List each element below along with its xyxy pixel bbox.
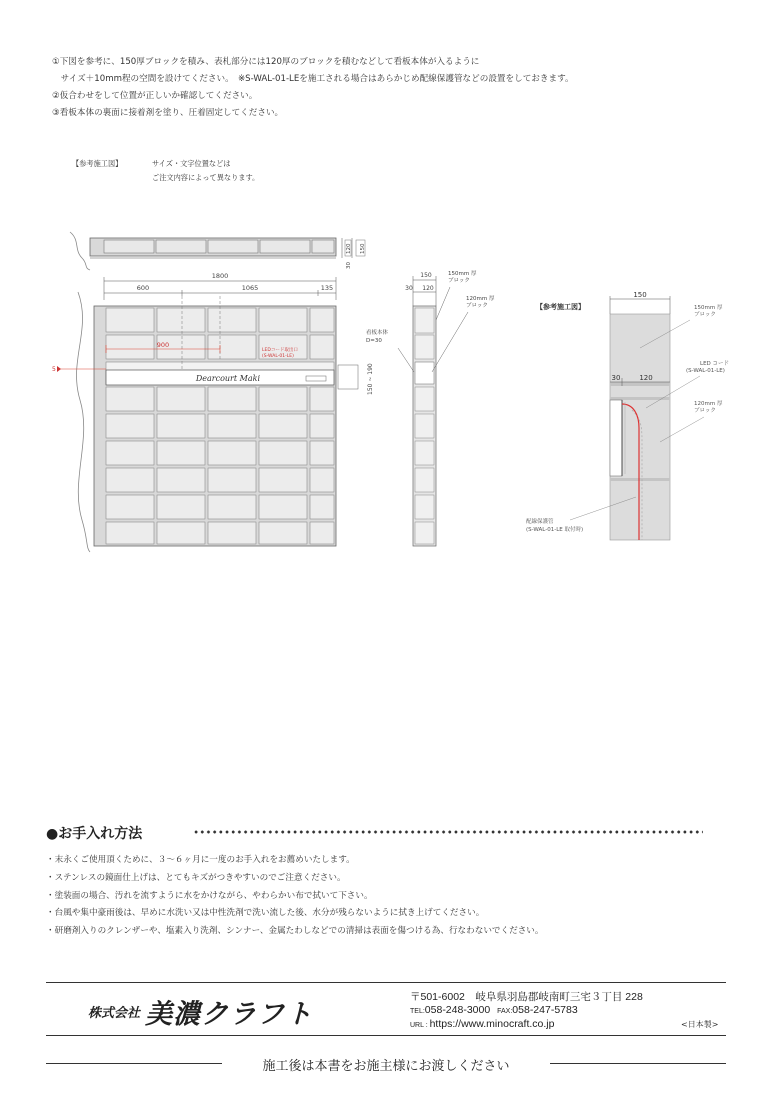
detail-block120-label-1: 120mm 厚 xyxy=(694,401,723,407)
footer-note: 施工後は本書をお施主様にお渡しください xyxy=(262,1059,510,1074)
led-outlet-label-2: (S-WAL-01-LE) xyxy=(262,354,294,359)
reference-label: 【参考施工図】 xyxy=(72,159,123,168)
dim-120-top: 120 xyxy=(346,243,352,254)
postal-address: 〒501-6002 岐阜県羽島郡岐南町三宅３丁目 228 xyxy=(410,991,643,1003)
dim-150-top: 150 xyxy=(360,243,366,254)
detail-dim-120: 120 xyxy=(639,374,653,382)
side-dim-120: 120 xyxy=(422,285,434,292)
break-line-top xyxy=(70,232,90,270)
tel-number: 058-248-3000 xyxy=(424,1004,491,1016)
detail-block150-label-1: 150mm 厚 xyxy=(694,305,723,311)
led-outlet-label-1: LEDコード取出口 xyxy=(262,348,298,353)
reference-note-1: サイズ・文字位置などは xyxy=(152,159,231,168)
marker-5: 5 xyxy=(52,366,56,373)
side-block120-label-1: 120mm 厚 xyxy=(466,296,495,302)
tel-label: TEL: xyxy=(410,1008,425,1015)
instruction-1-continued: サイズ＋10mm程の空間を設けてください。 ※S-WAL-01-LEを施工される場合はあらかじめ配線保護管などの設置をしておきます。 xyxy=(52,74,574,84)
dim-135: 135 xyxy=(320,284,334,292)
care-item: ・塗装面の場合、汚れを流すように水をかけながら、やわらかい布で拭いて下さい。 xyxy=(46,890,373,901)
detail-dim-30: 30 xyxy=(611,374,621,382)
side-body-label-2: D=30 xyxy=(366,338,382,344)
made-in-japan: <日本製> xyxy=(681,1020,719,1029)
instruction-3: ③看板本体の裏面に接着剤を塗り、圧着固定してください。 xyxy=(52,108,284,118)
side-block150-label-1: 150mm 厚 xyxy=(448,271,477,277)
detail-block120-label-2: ブロック xyxy=(694,408,716,414)
side-block150-label-2: ブロック xyxy=(448,278,470,284)
care-item: ・末永くご使用頂くために、３～６ヶ月に一度のお手入れをお薦めいたします。 xyxy=(46,855,355,865)
reference-note-2: ご注文内容によって異なります。 xyxy=(152,173,260,182)
company-logo xyxy=(88,992,313,1031)
detail-led-label-1: LED コード xyxy=(700,361,730,367)
company-name: 美濃クラフト xyxy=(145,999,314,1030)
side-body-label-1: 看板本体 xyxy=(366,330,389,336)
fax-number: 058-247-5783 xyxy=(512,1004,578,1016)
company-url[interactable]: https://www.minocraft.co.jp xyxy=(429,1018,555,1030)
detail-pipe-label-2: (S-WAL-01-LE 取付時) xyxy=(526,527,584,533)
detail-reference-label: 【参考施工図】 xyxy=(536,303,585,311)
side-section xyxy=(398,272,468,546)
top-plan-view xyxy=(90,238,336,258)
care-title: ●お手入れ方法 xyxy=(46,826,143,842)
side-dim-150: 150 xyxy=(420,272,432,279)
care-item: ・研磨剤入りのクレンザーや、塩素入り洗剤、シンナー、金属たわしなどでの清掃は表面を傷つける為、行なわないでください。 xyxy=(46,926,544,937)
instruction-2: ②仮合わせをして位置が正しいか確認してください。 xyxy=(52,91,258,101)
side-dim-30: 30 xyxy=(405,285,413,292)
dim-900: 900 xyxy=(156,341,170,349)
company-bottom-rule xyxy=(46,1035,726,1036)
company-prefix: 株式会社 xyxy=(88,1006,141,1021)
wall-elevation xyxy=(94,306,336,546)
care-list xyxy=(46,852,544,941)
care-item: ・台風や集中豪雨後は、早めに水洗い又は中性洗剤で洗い流した後、水分が残らないように拭き上げてください。 xyxy=(46,908,485,919)
break-line-elevation xyxy=(77,292,90,552)
footer-rule-right xyxy=(550,1063,726,1064)
fax-label: FAX: xyxy=(497,1008,513,1015)
detail-dim-150: 150 xyxy=(633,291,647,299)
company-top-rule xyxy=(46,982,726,983)
detail-led-label-2: (S-WAL-01-LE) xyxy=(686,368,725,374)
dim-600: 600 xyxy=(136,284,150,292)
footer-rule-left xyxy=(46,1063,222,1064)
care-title-dots xyxy=(193,826,703,838)
company-address-block xyxy=(410,991,643,1032)
dim-1800: 1800 xyxy=(211,272,229,280)
instruction-1: ①下図を参考に、150厚ブロックを積み、表札部分には120厚のブロックを積むなどして看板本体が入るように xyxy=(52,57,480,67)
dim-range: 150 ~ 190 xyxy=(367,363,374,395)
url-label: URL : xyxy=(410,1022,430,1029)
dim-1065: 1065 xyxy=(241,284,259,292)
detail-pipe-label-1: 配線保護管 xyxy=(526,519,554,525)
care-item: ・ステンレスの鏡面仕上げは、とてもキズがつきやすいのでご注意ください。 xyxy=(46,872,346,883)
side-block120-label-2: ブロック xyxy=(466,303,488,309)
dim-30-top: 30 xyxy=(346,262,352,269)
sign-text: Dearcourt Maki xyxy=(195,374,260,383)
detail-block150-label-2: ブロック xyxy=(694,312,716,318)
